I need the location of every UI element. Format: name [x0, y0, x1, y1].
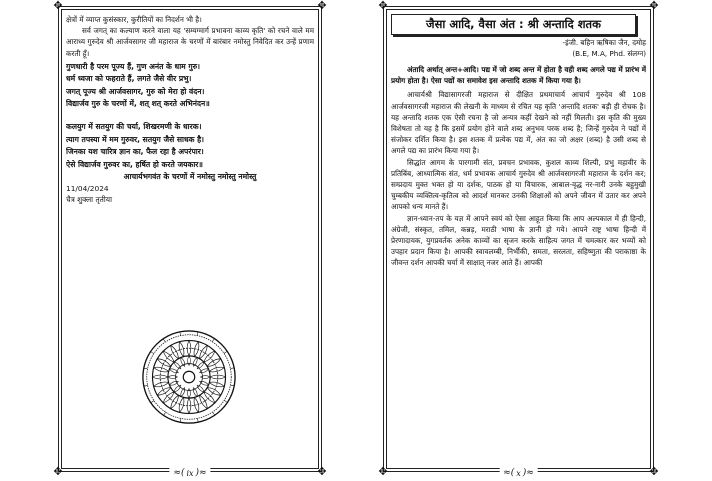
- page-number: ≈( ix )≈: [169, 468, 210, 478]
- corner-ornament-icon: ✥: [649, 465, 659, 478]
- right-page: [378, 0, 659, 478]
- body-paragraph: आचार्यश्री विद्यासागरजी महाराज से दीक्षित प्रथमाचार्य आचार्य गुरुदेव श्री 108 आर्जवसागरजी महाराज की लेखनी के माध्यम से रचित यह कृति 'अन्तादि शतक' बड़ी ही रोचक है। यह अन्तादि शतक एक ऐसी रचना है जो अन्यत्र कहीं देखने को नहीं मिलती। इस कृति की मुख्य विशेषता तो यह है कि इसमें प्रयोग होने वाले शब्द अनुभव परक शब्द है; जिन्हें गुरुदेव ने पद्यों में संजोकर दर्शित किया है। इस शतक में प्रत्येक पद्य में, अंत का जो अक्षर (शब्द) है उसी शब्द से अगले पद्य का प्रारंभ किया गया है।: [391, 90, 646, 156]
- chapter-title: जैसा आदि, वैसा अंत : श्री अन्तादि शतक: [391, 14, 636, 35]
- mandala-ornament-icon: [141, 329, 237, 425]
- corner-ornament-icon: ✥: [53, 465, 63, 478]
- verse-block-1: [66, 61, 314, 111]
- corner-ornament-icon: ✥: [317, 0, 327, 12]
- definition-paragraph: अंतादि अर्थात् अन्त+आदि। पद्य में जो शब्द अन्त में होता है वही शब्द अगले पद्य में प्रारंभ में प्रयोग होता है। ऐसा पद्यों का समावेश इस अन्तादि शतक में किया गया है।: [391, 65, 646, 86]
- verse-line: जिनका यश चारित्र ज्ञान का, फैल रहा है अपरंपार।: [66, 147, 204, 157]
- namostu-line: आचार्यभगवंत के चरणों में नमोस्तु नमोस्तु नमोस्तु: [123, 172, 257, 182]
- tithi: चैत्र शुक्ला तृतीया: [66, 195, 112, 205]
- author-name: -इंजी. बहिन ऋषिका जैन, दमोह: [562, 38, 646, 47]
- corner-ornament-icon: ✥: [317, 465, 327, 478]
- corner-ornament-icon: ✥: [53, 0, 63, 12]
- intro-paragraph: सर्व जगत् का कल्याण करने वाला यह 'सम्यग्मार्ग प्रभावना काव्य कृति' को रचने वाले मम आराध्य गुरुदेव श्री आर्जवसागर जी महाराज के चरणों में बारंबार नमोस्तु निवेदित कर उन्हें प्रणाम करती हूँ।: [66, 26, 314, 58]
- verse-line: कलयुग में सतयुग की चर्या, शिखरमणी के धारक।: [66, 122, 202, 132]
- verse-line: ऐसे विद्यार्जव गुरुवर का, हर्षित हो करते जयकार॥: [66, 159, 203, 169]
- right-page-content: [391, 14, 646, 450]
- corner-ornament-icon: ✥: [378, 465, 388, 478]
- verse-line: गुणधारी है परम पूज्य हैं, गुण अनंत के धाम गुरु।: [66, 61, 201, 71]
- page-number: ≈( x )≈: [499, 468, 538, 478]
- verse-line: विद्यार्जव गुरु के चरणों में, शत् शत् करते अभिनंदन॥: [66, 99, 210, 109]
- verse-block-2: [66, 121, 314, 183]
- date: 11/04/2024: [66, 184, 109, 194]
- verse-line: धर्म ध्वजा को फहराते हैं, लगते जैसे वीर प्रभु।: [66, 74, 192, 84]
- left-page: [53, 0, 327, 478]
- corner-ornament-icon: ✥: [649, 0, 659, 12]
- corner-ornament-icon: ✥: [378, 0, 388, 12]
- top-line: क्षेत्रों में व्याप्त कुसंस्कार, कुरीतियों का निदर्शन भी है।: [66, 15, 202, 24]
- verse-line: त्याग तपस्या में मम गुरुवर, सतयुग जैसे साधक है।: [66, 134, 205, 144]
- body-paragraph: ज्ञान-ध्यान-तप के यज्ञ में आपने स्वयं को ऐसा आहूत किया कि आप अल्पकाल में ही हिन्दी, अंग्रेजी, संस्कृत, तमिल, कन्नड़, मराठी भाषा के ज्ञानी हो गये। आपने राष्ट्र भाषा हिन्दी में प्रेरणादायक, युगप्रवर्तक अनेक काव्यों का सृजन करके साहित्य जगत में चमत्कार कर भव्यों को उपहार प्रदान किया है। आपकी स्वावलम्बी, निर्भीकी, समता, सरलता, सहिष्णुता की पराकाष्ठा के जीवन्त दर्शन आपकी चर्या में साक्षात् नजर आते हैं। आपकी: [391, 213, 646, 268]
- body-paragraph: सिद्धांत आगम के पारगामी संत, प्रवचन प्रभावक, कुशल काव्य शिल्पी, प्रभु महावीर के प्रतिबिंब, आध्यात्मिक संत, धर्म प्रभावक आचार्य गुरुदेव श्री आर्जवसागरजी महाराज के दर्शन कर; सम्प्रदाय मुक्त भक्त हो या दर्शक, पाठक हो या विचारक, आबाल-वृद्ध नर-नारी उनके बहुमुखी चुम्बकीय व्यक्तित्व-कृतित्व को आदर्श मानकर उनकी शिक्षाओं को अपने जीवन में उतार कर अपने आपको धन्य मानते हैं।: [391, 157, 646, 212]
- author-qualification: (B.E, M.A, Phd. संलग्न): [572, 49, 646, 58]
- verse-line: जगत् पूज्य श्री आर्जवसागर, गुरु को मेरा हो वंदन।: [66, 86, 205, 96]
